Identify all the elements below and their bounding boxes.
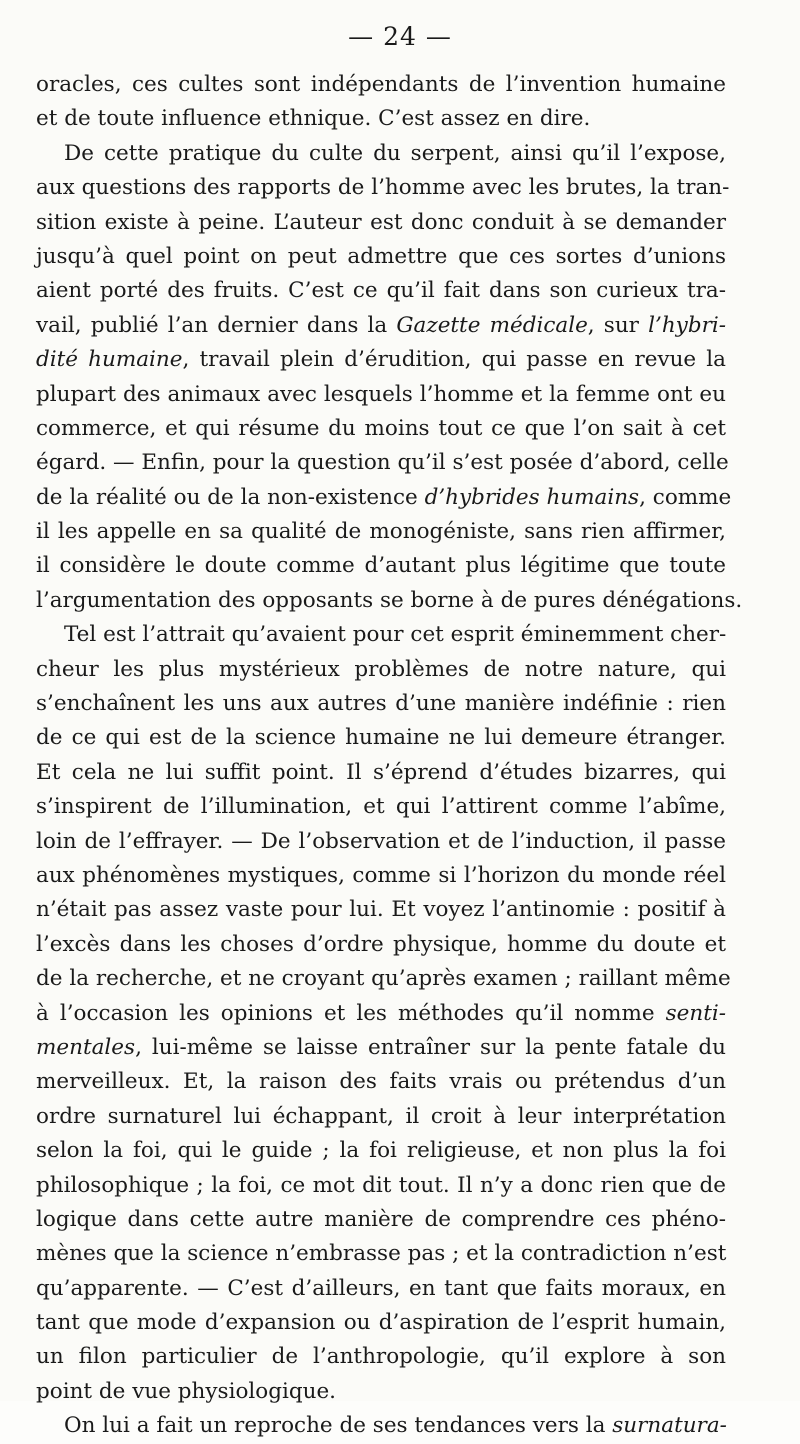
text-segment: vail, publié l’an dernier dans la	[36, 312, 397, 338]
italic-segment: l’hybri-	[648, 312, 726, 338]
text-line	[36, 1065, 726, 1099]
text-line	[36, 1169, 726, 1203]
text-segment: loin de l’effrayer. — De l’observation et de l’induction, il passe	[36, 828, 726, 854]
text-line	[36, 687, 726, 721]
italic-segment: d’hybrides humains	[424, 484, 640, 510]
italic-segment: Gazette médicale	[396, 312, 588, 338]
text-line	[36, 1409, 726, 1443]
text-line	[36, 997, 726, 1031]
text-segment: merveilleux. Et, la raison des faits vrais ou prétendus d’un	[36, 1069, 726, 1095]
text-segment: l’argumentation des opposants se borne à de pures dénégations.	[36, 587, 743, 613]
text-segment: aient porté des fruits. C’est ce qu’il fait dans son curieux tra-	[36, 278, 726, 304]
text-segment: l’excès dans les choses d’ordre physique, homme du doute et	[36, 931, 726, 957]
text-segment: logique dans cette autre manière de comprendre ces phéno-	[36, 1206, 726, 1232]
text-line	[36, 1134, 726, 1168]
text-segment: , comme	[639, 484, 732, 510]
text-line	[36, 1340, 726, 1374]
italic-segment: mentales	[36, 1034, 136, 1060]
text-segment: s’enchaînent les uns aux autres d’une manière indéfinie : rien	[36, 691, 726, 717]
text-line	[36, 343, 726, 377]
text-line	[36, 515, 726, 549]
text-line	[36, 549, 726, 583]
text-segment: oracles, ces cultes sont indépendants de l’invention humaine	[36, 72, 726, 97]
text-segment: égard. — Enfin, pour la question qu’il s’est posée d’abord, celle	[36, 450, 729, 476]
text-line	[36, 756, 726, 790]
text-line	[36, 68, 726, 102]
text-line	[36, 1375, 726, 1409]
text-line	[36, 446, 729, 480]
text-line	[36, 481, 732, 515]
text-line	[36, 893, 726, 927]
text-segment: selon la foi, qui le guide ; la foi religieuse, et non plus la foi	[36, 1138, 726, 1164]
text-segment: qu’apparente. — C’est d’ailleurs, en tant que faits moraux, en	[36, 1275, 726, 1301]
text-segment: jusqu’à quel point on peut admettre que ces sortes d’unions	[36, 243, 726, 269]
text-segment: philosophique ; la foi, ce mot dit tout. Il n’y a donc rien que de	[36, 1172, 726, 1198]
text-line	[36, 1237, 726, 1271]
text-line	[36, 412, 726, 446]
text-segment: Et cela ne lui suffit point. Il s’éprend d’études bizarres, qui	[36, 759, 726, 785]
text-line	[36, 274, 726, 308]
text-line	[36, 618, 726, 652]
text-segment: de ce qui est de la science humaine ne lui demeure étranger.	[36, 725, 726, 751]
text-segment: On lui a fait un reproche de ses tendances vers la	[64, 1413, 613, 1439]
text-line	[36, 825, 726, 859]
text-segment: aux questions des rapports de l’homme avec les brutes, la tran-	[36, 175, 730, 201]
text-segment: mènes que la science n’embrasse pas ; et la contradiction n’est	[36, 1241, 727, 1267]
text-segment: n’était pas assez vaste pour lui. Et voyez l’antinomie : positif à	[36, 897, 726, 923]
text-line	[36, 1100, 726, 1134]
text-segment: aux phénomènes mystiques, comme si l’horizon du monde réel	[36, 862, 726, 888]
body-text	[36, 68, 743, 1444]
italic-segment: surnatura-	[612, 1413, 727, 1439]
text-segment: un filon particulier de l’anthropologie, qu’il explore à son	[36, 1344, 726, 1370]
italic-segment: dité humaine	[36, 347, 183, 373]
text-line	[36, 1306, 726, 1340]
text-segment: il les appelle en sa qualité de monogéniste, sans rien affirmer,	[36, 519, 726, 545]
italic-segment: senti-	[665, 1000, 726, 1026]
text-segment: sition existe à peine. L’auteur est donc conduit à se demander	[36, 209, 726, 235]
text-segment: De cette pratique du culte du serpent, ainsi qu’il l’expose,	[64, 140, 726, 166]
text-segment: ordre surnaturel lui échappant, il croit à leur interprétation	[36, 1103, 726, 1129]
text-segment: point de vue physiologique.	[36, 1378, 337, 1404]
text-line	[36, 102, 726, 136]
text-line	[36, 790, 726, 824]
text-segment: de la réalité ou de la non-existence	[36, 484, 425, 510]
text-line	[36, 859, 726, 893]
text-segment: et de toute influence ethnique. C’est assez en dire.	[36, 106, 591, 132]
text-line	[36, 928, 726, 962]
text-line	[36, 584, 743, 618]
text-segment: , sur	[587, 312, 649, 338]
text-line	[36, 1203, 726, 1237]
text-segment: , lui-même se laisse entraîner sur la pente fatale du	[135, 1034, 726, 1060]
text-segment: il considère le doute comme d’autant plus légitime que toute	[36, 553, 726, 579]
text-line	[36, 206, 726, 240]
text-segment: cheur les plus mystérieux problèmes de notre nature, qui	[36, 656, 726, 682]
text-line	[36, 171, 730, 205]
text-segment: s’inspirent de l’illumination, et qui l’attirent comme l’abîme,	[36, 794, 726, 820]
text-line	[36, 962, 731, 996]
text-segment: plupart des animaux avec lesquels l’homme et la femme ont eu	[36, 381, 726, 407]
text-line	[36, 1272, 726, 1306]
text-line	[36, 378, 726, 412]
text-line	[36, 721, 726, 755]
text-segment: tant que mode d’expansion ou d’aspiration de l’esprit humain,	[36, 1310, 726, 1336]
text-segment: à l’occasion les opinions et les méthodes qu’il nomme	[36, 1000, 666, 1026]
text-line	[36, 653, 726, 687]
text-segment: de la recherche, et ne croyant qu’après examen ; raillant même	[36, 966, 731, 992]
text-line	[36, 137, 726, 171]
text-segment: , travail plein d’érudition, qui passe en revue la	[182, 347, 726, 373]
text-line	[36, 240, 726, 274]
text-line	[36, 309, 726, 343]
page-number: — 24 —	[348, 22, 452, 51]
text-segment: commerce, et qui résume du moins tout ce que l’on sait à cet	[36, 415, 726, 441]
text-segment: Tel est l’attrait qu’avaient pour cet esprit éminemment cher-	[64, 622, 727, 648]
text-line	[36, 1031, 726, 1065]
